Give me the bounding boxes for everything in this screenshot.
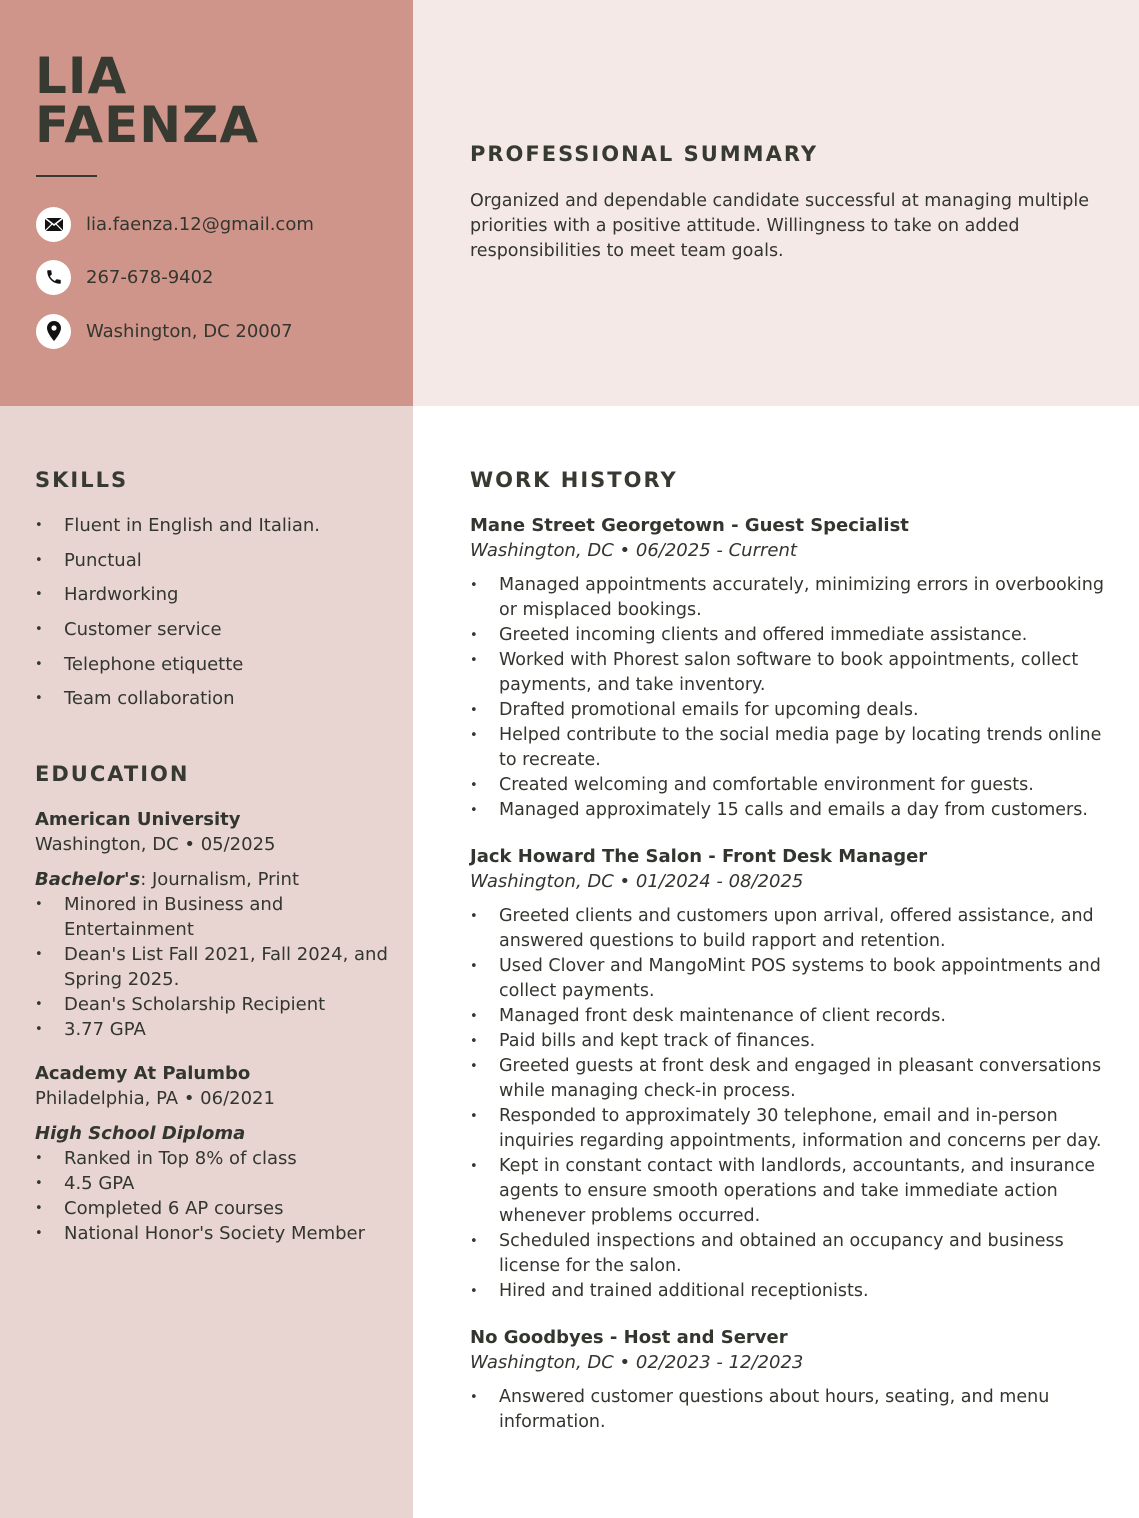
edu-school: American University <box>35 809 241 830</box>
skills-heading: SKILLS <box>35 468 129 492</box>
job-title: Mane Street Georgetown - Guest Specialist <box>470 515 909 536</box>
job-bullet: • Scheduled inspections and obtained an occupancy and business license for the salon. <box>470 1229 1105 1279</box>
job-bullets <box>470 904 1105 1304</box>
job-bullet: • Used Clover and MangoMint POS systems to book appointments and collect payments. <box>470 954 1105 1004</box>
job-bullet: • Greeted clients and customers upon arrival, offered assistance, and answered questions to build rapport and retention. <box>470 904 1105 954</box>
job-bullets <box>470 573 1105 823</box>
job-bullet: • Greeted guests at front desk and engaged in pleasant conversations while managing check-in process. <box>470 1054 1105 1104</box>
skill-item: • Team collaboration <box>35 686 395 711</box>
job-bullet: • Helped contribute to the social media page by locating trends online to recreate. <box>470 723 1105 773</box>
edu-bullet: • Ranked in Top 8% of class <box>35 1146 395 1171</box>
skills-list <box>35 513 395 721</box>
edu-degree-label: High School Diploma <box>35 1123 246 1144</box>
edu-degree-field: : Journalism, Print <box>140 869 300 890</box>
job-bullet: • Managed approximately 15 calls and emails a day from customers. <box>470 798 1105 823</box>
job-bullet: • Worked with Phorest salon software to book appointments, collect payments, and take inventory. <box>470 648 1105 698</box>
edu-bullet: • Minored in Business and Entertainment <box>35 892 395 942</box>
edu-bullets <box>35 1146 395 1246</box>
edu-bullets <box>35 892 395 1042</box>
edu-bullet: • Completed 6 AP courses <box>35 1196 395 1221</box>
job-title: Jack Howard The Salon - Front Desk Manager <box>470 846 928 867</box>
contact-phone-row <box>36 259 214 295</box>
contact-phone[interactable]: 267-678-9402 <box>86 266 214 288</box>
education-entry <box>35 807 395 1042</box>
contact-email-row <box>36 206 314 242</box>
skill-item: • Hardworking <box>35 582 395 607</box>
edu-bullet: • 4.5 GPA <box>35 1171 395 1196</box>
contact-location: Washington, DC 20007 <box>86 320 293 342</box>
job-meta: Washington, DC • 02/2023 - 12/2023 <box>470 1352 804 1373</box>
skill-item: • Punctual <box>35 548 395 573</box>
edu-degree <box>35 1121 395 1146</box>
job-bullet: • Responded to approximately 30 telephone, email and in-person inquiries regarding appointments, information and concerns per day. <box>470 1104 1105 1154</box>
edu-bullet: • Dean's Scholarship Recipient <box>35 992 395 1017</box>
edu-degree-label: Bachelor's <box>35 869 141 890</box>
summary-text: Organized and dependable candidate successful at managing multiple priorities with a positive attitude. Willingness to take on added responsibilities to meet team goals. <box>470 191 1090 261</box>
job-meta: Washington, DC • 06/2025 - Current <box>470 540 797 561</box>
edu-location-date: Philadelphia, PA • 06/2021 <box>35 1088 275 1109</box>
job-bullets <box>470 1385 1105 1435</box>
job-bullet: • Greeted incoming clients and offered immediate assistance. <box>470 623 1105 648</box>
candidate-name <box>35 47 260 154</box>
skill-item: • Fluent in English and Italian. <box>35 513 395 538</box>
edu-bullet: • National Honor's Society Member <box>35 1221 395 1246</box>
work-heading: WORK HISTORY <box>470 468 678 492</box>
envelope-icon <box>36 207 71 242</box>
map-pin-icon <box>36 314 71 349</box>
job-bullet: • Kept in constant contact with landlords, accountants, and insurance agents to ensure smooth operations and take immediate action whenever problems occurred. <box>470 1154 1105 1229</box>
edu-bullet: • Dean's List Fall 2021, Fall 2024, and Spring 2025. <box>35 942 395 992</box>
contact-email[interactable]: lia.faenza.12@gmail.com <box>86 213 314 235</box>
job-bullet: • Answered customer questions about hours, seating, and menu information. <box>470 1385 1105 1435</box>
job-title: No Goodbyes - Host and Server <box>470 1327 788 1348</box>
name-divider <box>36 175 97 177</box>
skill-item: • Customer service <box>35 617 395 642</box>
edu-school: Academy At Palumbo <box>35 1063 251 1084</box>
edu-degree <box>35 867 395 892</box>
name-last: FAENZA <box>35 96 260 154</box>
job-entry <box>470 844 1105 1304</box>
job-bullet: • Paid bills and kept track of finances. <box>470 1029 1105 1054</box>
skill-item: • Telephone etiquette <box>35 652 395 677</box>
contact-location-row <box>36 313 293 349</box>
job-meta: Washington, DC • 01/2024 - 08/2025 <box>470 871 804 892</box>
education-heading: EDUCATION <box>35 762 190 786</box>
edu-bullet: • 3.77 GPA <box>35 1017 395 1042</box>
summary-heading: PROFESSIONAL SUMMARY <box>470 142 819 166</box>
job-bullet: • Managed appointments accurately, minimizing errors in overbooking or misplaced bookings. <box>470 573 1105 623</box>
job-bullet: • Drafted promotional emails for upcoming deals. <box>470 698 1105 723</box>
education-entry <box>35 1061 395 1246</box>
edu-location-date: Washington, DC • 05/2025 <box>35 834 276 855</box>
job-bullet: • Managed front desk maintenance of client records. <box>470 1004 1105 1029</box>
job-bullet: • Created welcoming and comfortable environment for guests. <box>470 773 1105 798</box>
job-bullet: • Hired and trained additional receptionists. <box>470 1279 1105 1304</box>
job-entry <box>470 513 1105 823</box>
job-entry <box>470 1325 1105 1435</box>
name-first: LIA <box>35 47 128 105</box>
phone-icon <box>36 260 71 295</box>
